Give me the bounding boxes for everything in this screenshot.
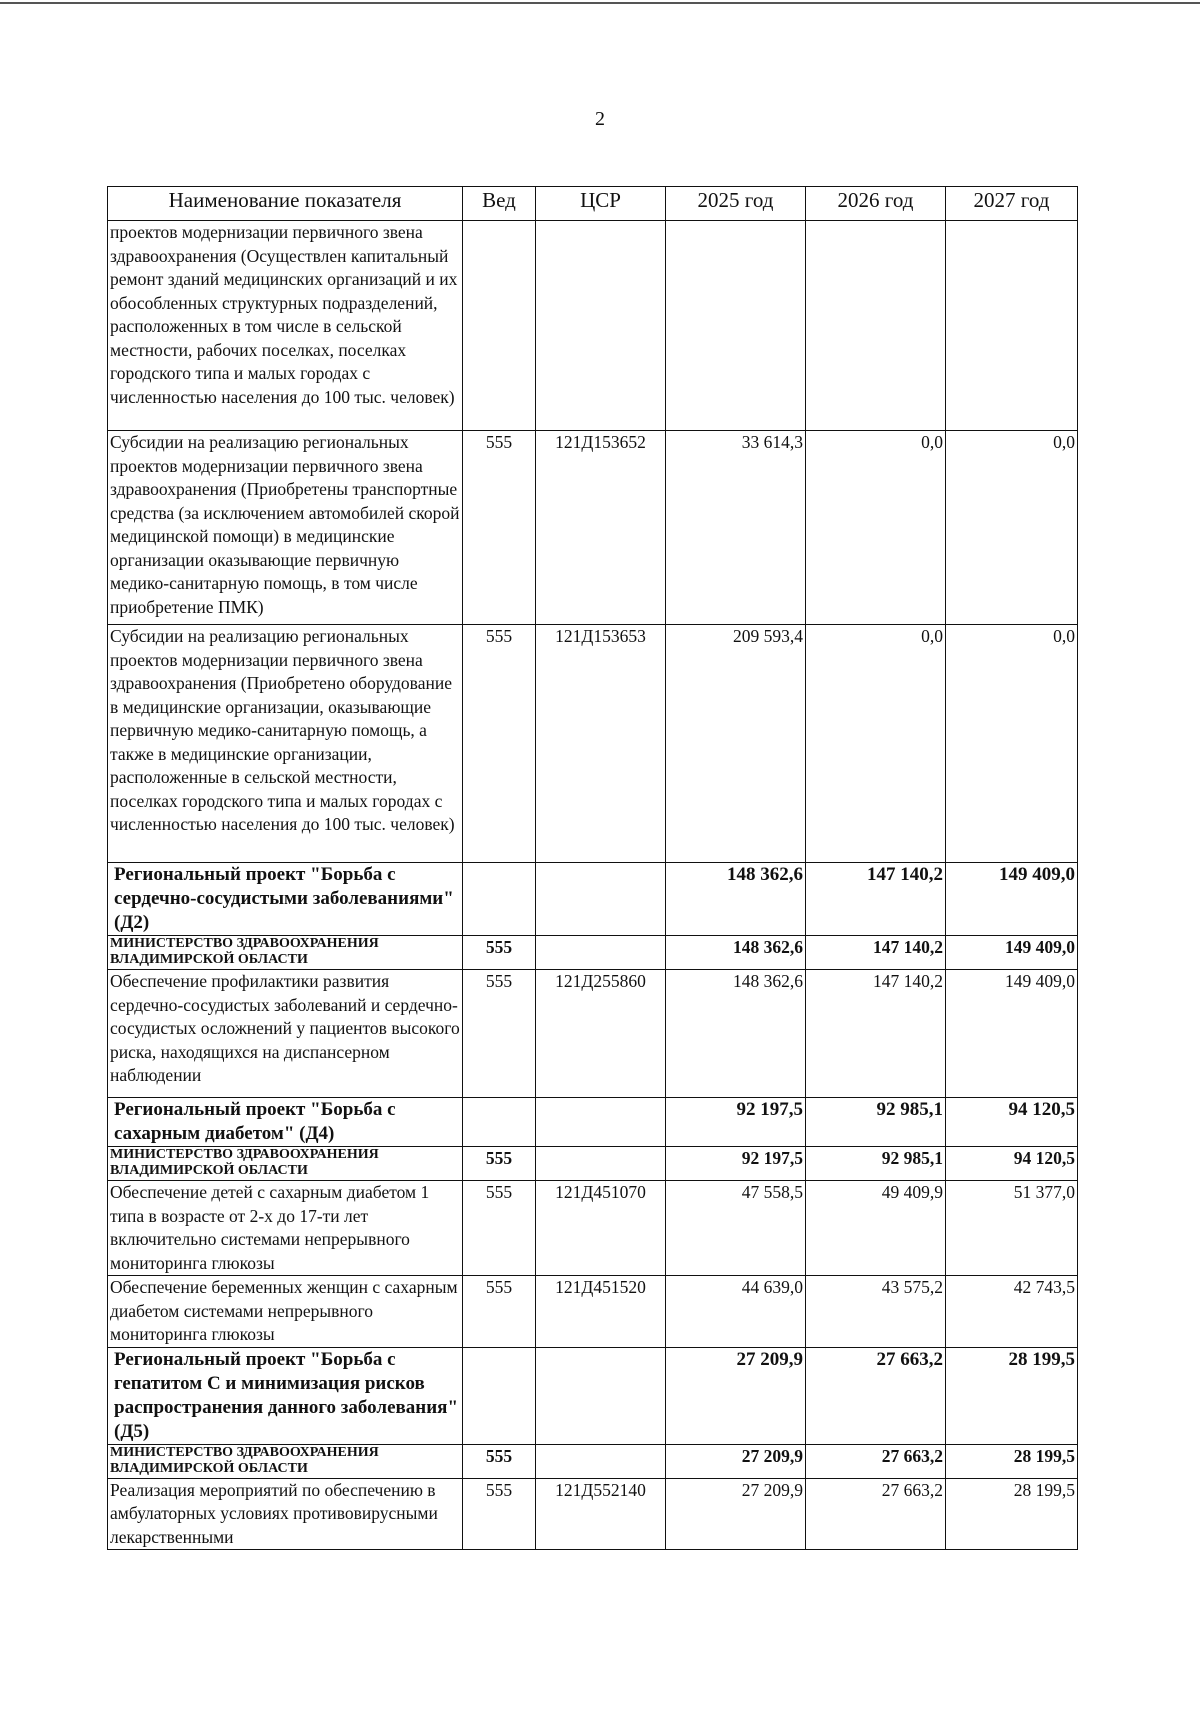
row-value-2027: 42 743,5 <box>946 1276 1078 1348</box>
row-name: Региональный проект "Борьба с сахарным диабетом" (Д4) <box>108 1098 463 1147</box>
row-value-2027: 51 377,0 <box>946 1181 1078 1276</box>
row-value-2025: 27 209,9 <box>666 1478 806 1550</box>
row-value-2026: 27 663,2 <box>806 1347 946 1444</box>
table-row <box>108 1147 1078 1181</box>
row-name: Региональный проект "Борьба с гепатитом С и минимизация рисков распространения данного заболевания" (Д5) <box>108 1347 463 1444</box>
row-ved: 555 <box>463 1181 536 1276</box>
row-name: проектов модернизации первичного звена здравоохранения (Осуществлен капитальный ремонт зданий медицинских организаций и их обособленных структурных подразделений, расположенных в том числе в сельской местности, рабочих поселках, поселках городского типа и малых городах с численностью населения до 100 тыс. человек) <box>108 221 463 431</box>
row-csr: 121Д451520 <box>536 1276 666 1348</box>
row-value-2027: 28 199,5 <box>946 1478 1078 1550</box>
row-value-2027: 149 409,0 <box>946 970 1078 1098</box>
row-value-2025: 148 362,6 <box>666 970 806 1098</box>
row-value-2027 <box>946 221 1078 431</box>
row-value-2026: 0,0 <box>806 431 946 625</box>
scan-top-edge <box>0 2 1200 4</box>
row-value-2025: 148 362,6 <box>666 936 806 970</box>
row-value-2025: 47 558,5 <box>666 1181 806 1276</box>
row-csr: 121Д153652 <box>536 431 666 625</box>
row-ved <box>463 1098 536 1147</box>
row-name: Обеспечение детей с сахарным диабетом 1 типа в возрасте от 2-х до 17-ти лет включительно системами непрерывного мониторинга глюкозы <box>108 1181 463 1276</box>
row-value-2025: 148 362,6 <box>666 863 806 936</box>
table-row <box>108 970 1078 1098</box>
row-value-2026: 27 663,2 <box>806 1444 946 1478</box>
row-csr <box>536 936 666 970</box>
row-ved <box>463 221 536 431</box>
table-row <box>108 625 1078 863</box>
row-value-2027: 94 120,5 <box>946 1147 1078 1181</box>
row-ved: 555 <box>463 1276 536 1348</box>
row-name: МИНИСТЕРСТВО ЗДРАВООХРАНЕНИЯ ВЛАДИМИРСКОЙ ОБЛАСТИ <box>108 1147 463 1181</box>
row-ved: 555 <box>463 625 536 863</box>
row-csr <box>536 863 666 936</box>
row-ved: 555 <box>463 1478 536 1550</box>
table-row <box>108 1478 1078 1550</box>
table-row <box>108 431 1078 625</box>
header-ved: Вед <box>463 187 536 221</box>
row-ved <box>463 1347 536 1444</box>
row-name: МИНИСТЕРСТВО ЗДРАВООХРАНЕНИЯ ВЛАДИМИРСКОЙ ОБЛАСТИ <box>108 1444 463 1478</box>
row-value-2026 <box>806 221 946 431</box>
row-csr <box>536 1147 666 1181</box>
row-csr <box>536 1347 666 1444</box>
row-value-2025: 44 639,0 <box>666 1276 806 1348</box>
row-csr: 121Д552140 <box>536 1478 666 1550</box>
row-ved: 555 <box>463 1147 536 1181</box>
row-value-2027: 28 199,5 <box>946 1444 1078 1478</box>
row-value-2026: 147 140,2 <box>806 863 946 936</box>
row-value-2025: 92 197,5 <box>666 1147 806 1181</box>
row-value-2027: 28 199,5 <box>946 1347 1078 1444</box>
row-csr: 121Д255860 <box>536 970 666 1098</box>
row-csr <box>536 1444 666 1478</box>
row-csr: 121Д153653 <box>536 625 666 863</box>
budget-table <box>107 186 1078 1550</box>
row-name: МИНИСТЕРСТВО ЗДРАВООХРАНЕНИЯ ВЛАДИМИРСКОЙ ОБЛАСТИ <box>108 936 463 970</box>
row-csr: 121Д451070 <box>536 1181 666 1276</box>
row-value-2025: 209 593,4 <box>666 625 806 863</box>
row-name: Обеспечение профилактики развития сердечно-сосудистых заболеваний и сердечно-сосудистых осложнений у пациентов высокого риска, находящихся на диспансерном наблюдении <box>108 970 463 1098</box>
row-name: Региональный проект "Борьба с сердечно-сосудистыми заболеваниями" (Д2) <box>108 863 463 936</box>
row-name: Субсидии на реализацию региональных проектов модернизации первичного звена здравоохранения (Приобретены транспортные средства (за исключением автомобилей скорой медицинской помощи) в медицинские организации оказывающие первичную медико-санитарную помощь, в том числе приобретение ПМК) <box>108 431 463 625</box>
row-ved <box>463 863 536 936</box>
row-value-2026: 43 575,2 <box>806 1276 946 1348</box>
table-row <box>108 1276 1078 1348</box>
row-value-2025: 27 209,9 <box>666 1347 806 1444</box>
row-value-2027: 94 120,5 <box>946 1098 1078 1147</box>
row-ved: 555 <box>463 1444 536 1478</box>
row-ved: 555 <box>463 936 536 970</box>
header-2027: 2027 год <box>946 187 1078 221</box>
row-csr <box>536 221 666 431</box>
row-value-2027: 149 409,0 <box>946 936 1078 970</box>
header-2026: 2026 год <box>806 187 946 221</box>
header-2025: 2025 год <box>666 187 806 221</box>
row-value-2025: 33 614,3 <box>666 431 806 625</box>
row-value-2026: 49 409,9 <box>806 1181 946 1276</box>
header-csr: ЦСР <box>536 187 666 221</box>
row-value-2025: 92 197,5 <box>666 1098 806 1147</box>
row-value-2026: 27 663,2 <box>806 1478 946 1550</box>
table-row <box>108 1098 1078 1147</box>
row-value-2026: 0,0 <box>806 625 946 863</box>
row-value-2027: 0,0 <box>946 625 1078 863</box>
row-value-2026: 147 140,2 <box>806 936 946 970</box>
row-value-2026: 147 140,2 <box>806 970 946 1098</box>
header-name: Наименование показателя <box>108 187 463 221</box>
table-header-row <box>108 187 1078 221</box>
table-row <box>108 1444 1078 1478</box>
row-value-2025: 27 209,9 <box>666 1444 806 1478</box>
row-value-2026: 92 985,1 <box>806 1147 946 1181</box>
page-number: 2 <box>595 108 605 130</box>
row-ved: 555 <box>463 431 536 625</box>
row-value-2025 <box>666 221 806 431</box>
table-row <box>108 1347 1078 1444</box>
row-name: Реализация мероприятий по обеспечению в амбулаторных условиях противовирусными лекарственными <box>108 1478 463 1550</box>
row-name: Субсидии на реализацию региональных проектов модернизации первичного звена здравоохранения (Приобретено оборудование в медицинские организации, оказывающие первичную медико-санитарную помощь, а также в медицинские организации, расположенные в сельской местности, поселках городского типа и малых городах с численностью населения до 100 тыс. человек) <box>108 625 463 863</box>
row-csr <box>536 1098 666 1147</box>
table-row <box>108 221 1078 431</box>
table-row <box>108 936 1078 970</box>
row-value-2026: 92 985,1 <box>806 1098 946 1147</box>
table-row <box>108 1181 1078 1276</box>
table-row <box>108 863 1078 936</box>
row-name: Обеспечение беременных женщин с сахарным диабетом системами непрерывного мониторинга глюкозы <box>108 1276 463 1348</box>
row-ved: 555 <box>463 970 536 1098</box>
row-value-2027: 149 409,0 <box>946 863 1078 936</box>
row-value-2027: 0,0 <box>946 431 1078 625</box>
